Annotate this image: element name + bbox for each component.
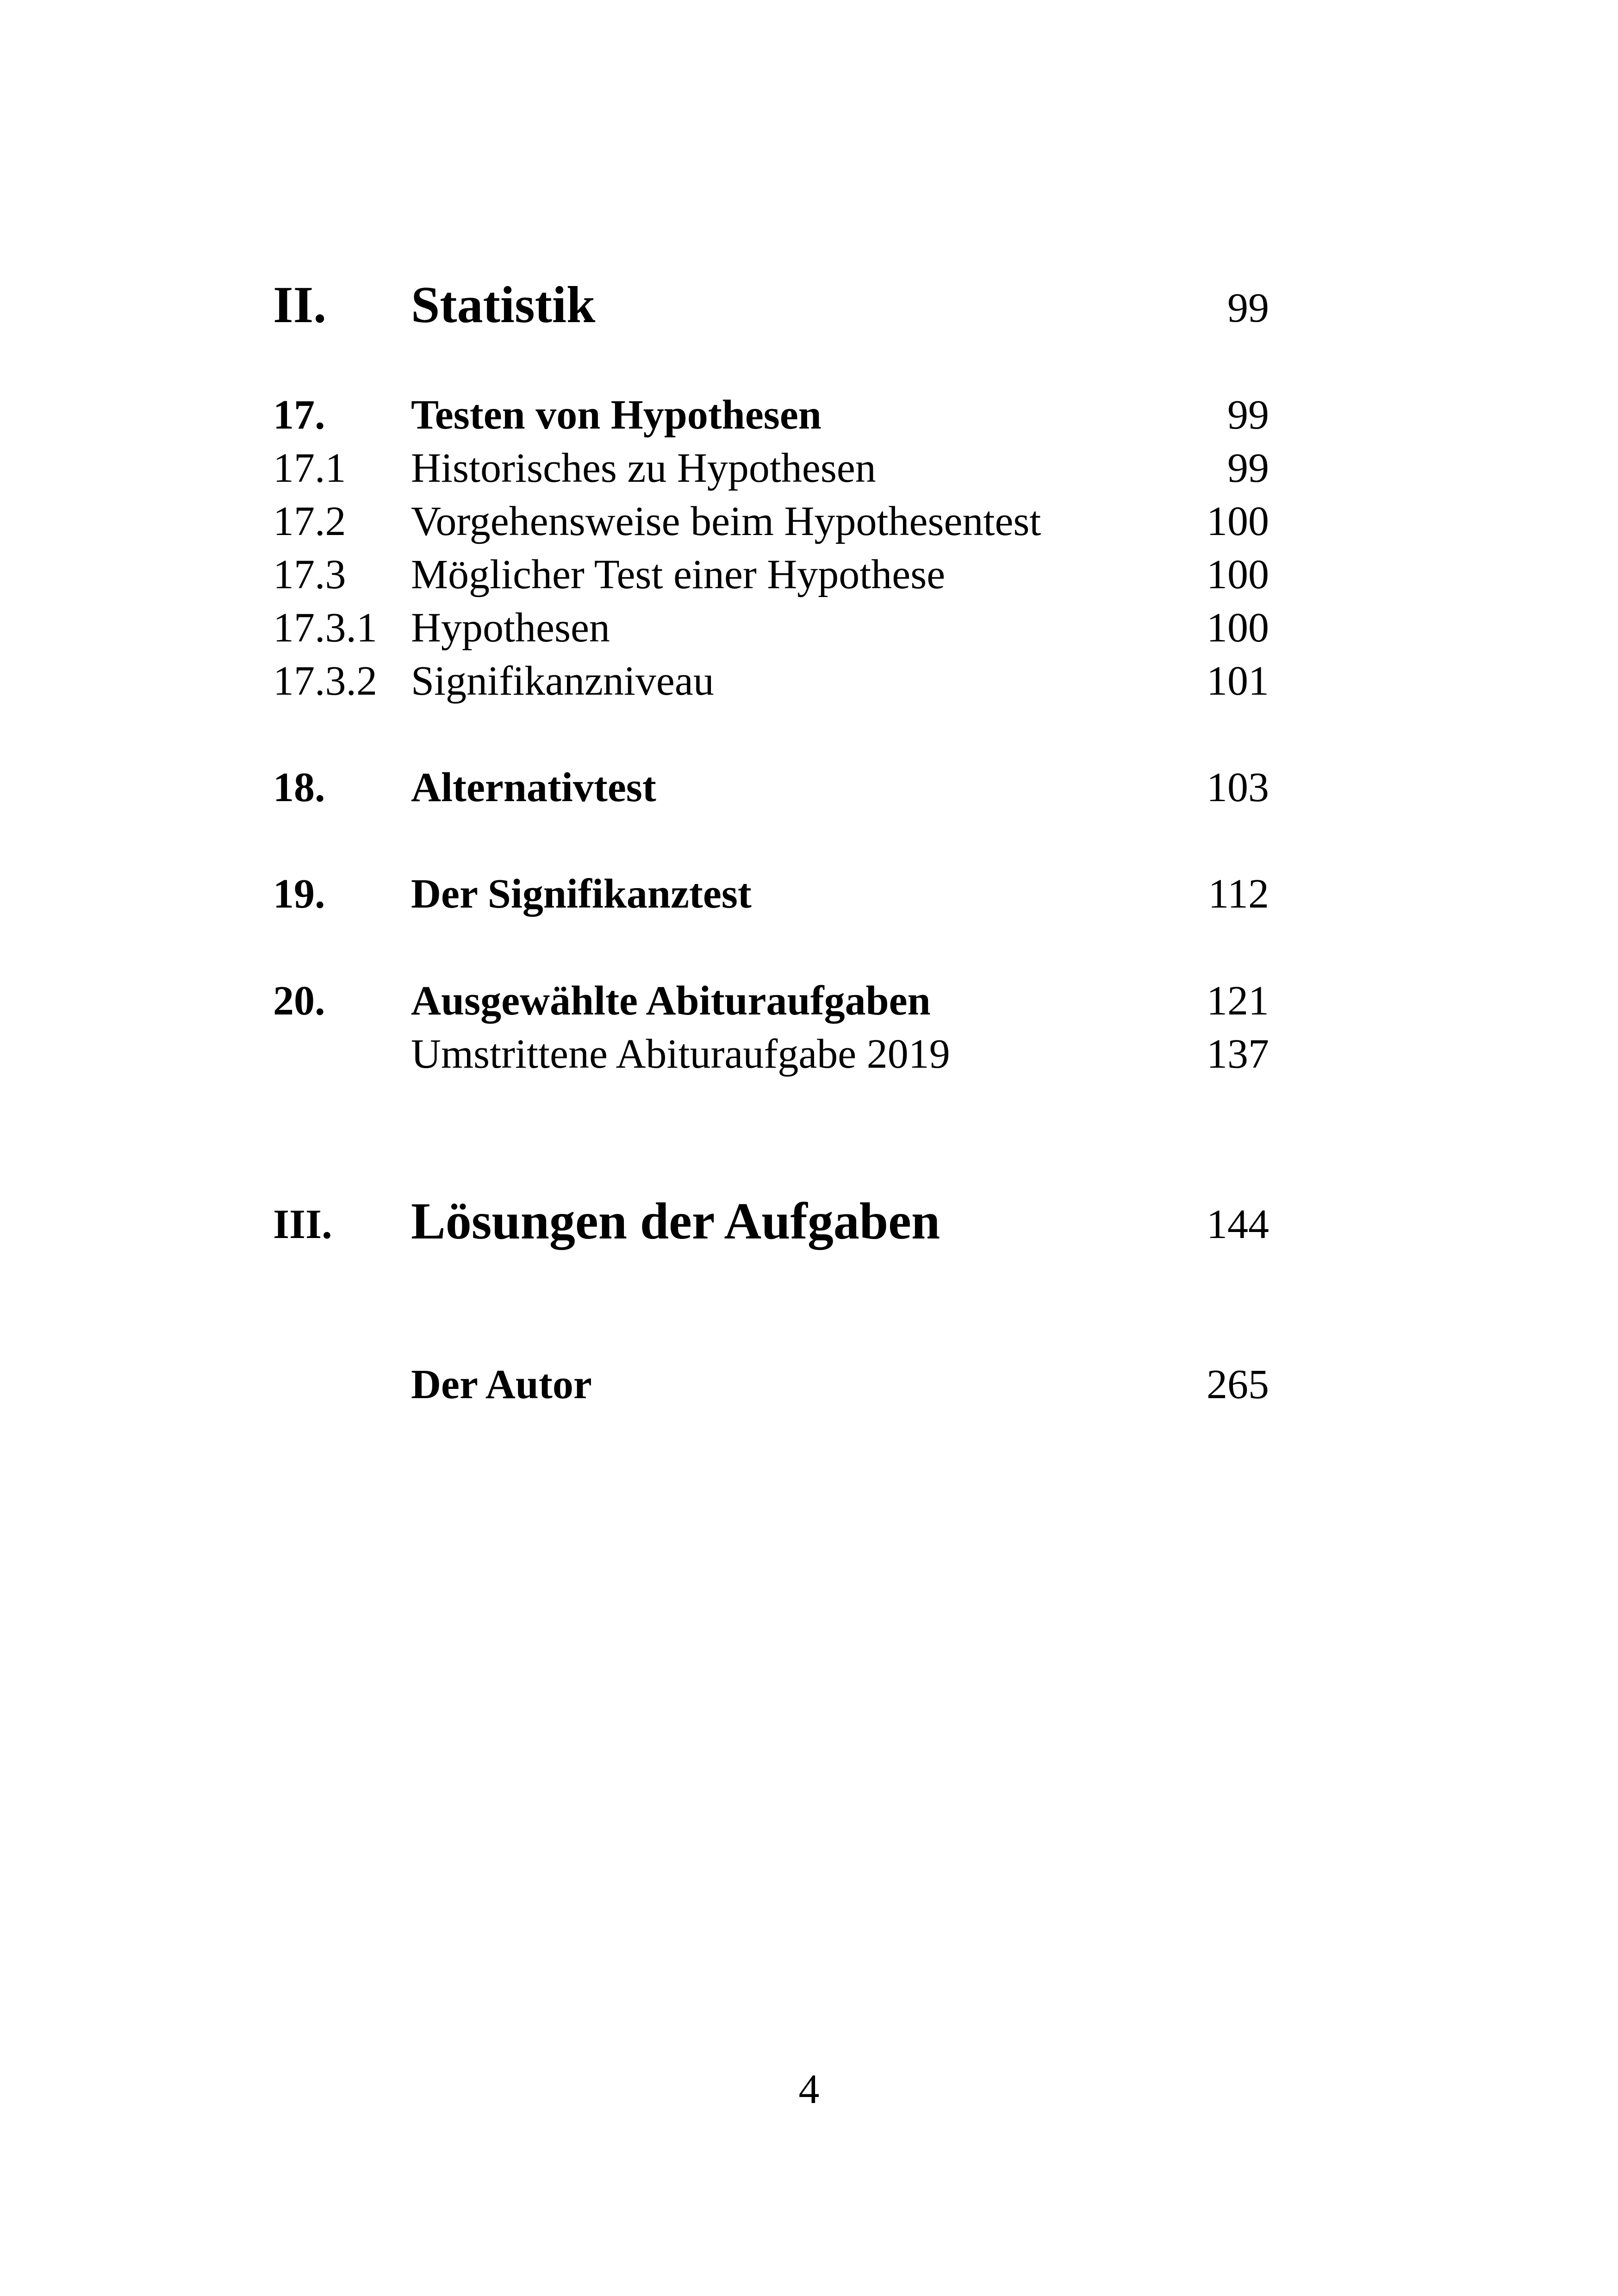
chapter-number: 18. xyxy=(273,765,325,810)
chapter-page: 112 xyxy=(1208,871,1269,917)
toc-section-17-3-2 xyxy=(0,660,1618,716)
part-title: Statistik xyxy=(411,276,596,334)
toc-part-iii xyxy=(0,1195,1618,1251)
toc-section-17-3-1 xyxy=(0,607,1618,663)
toc-section-17-2 xyxy=(0,498,1618,556)
toc-chapter-20 xyxy=(0,980,1618,1036)
chapter-title: Alternativtest xyxy=(411,765,656,810)
section-page: 100 xyxy=(1207,498,1269,544)
toc-chapter-19 xyxy=(0,873,1618,929)
section-title: Vorgehensweise beim Hypothesentest xyxy=(411,498,1041,544)
toc-section-17-1 xyxy=(0,445,1618,503)
toc-chapter-17 xyxy=(0,394,1618,450)
part-number: II. xyxy=(273,276,327,334)
chapter-title: Ausgewählte Abituraufgaben xyxy=(411,978,931,1024)
chapter-title: Der Signifikanztest xyxy=(411,871,752,917)
section-page: 137 xyxy=(1207,1031,1269,1077)
section-page: 99 xyxy=(1227,445,1269,491)
toc-chapter-18 xyxy=(0,767,1618,822)
section-title: Möglicher Test einer Hypothese xyxy=(411,552,946,597)
section-number: 17.2 xyxy=(273,498,346,544)
chapter-page: 99 xyxy=(1227,392,1269,438)
part-page: 99 xyxy=(1227,285,1269,331)
section-page: 100 xyxy=(1207,605,1269,651)
section-title: Signifikanzniveau xyxy=(411,658,714,704)
chapter-number: 17. xyxy=(273,392,325,438)
toc-section-17-3 xyxy=(0,554,1618,610)
chapter-page: 121 xyxy=(1207,978,1269,1024)
toc-part-ii xyxy=(0,276,1618,335)
author-title: Der Autor xyxy=(411,1362,592,1407)
part-page: 144 xyxy=(1207,1201,1269,1247)
toc-author xyxy=(0,1364,1618,1419)
section-title: Historisches zu Hypothesen xyxy=(411,445,876,491)
section-title: Hypothesen xyxy=(411,605,610,651)
section-number: 17.1 xyxy=(273,445,346,491)
page-number: 4 xyxy=(798,2066,820,2112)
chapter-page: 103 xyxy=(1207,765,1269,810)
section-title: Umstrittene Abituraufgabe 2019 xyxy=(411,1031,950,1077)
part-number: III. xyxy=(273,1201,332,1247)
section-page: 100 xyxy=(1207,552,1269,597)
author-page: 265 xyxy=(1207,1362,1269,1407)
section-number: 17.3 xyxy=(273,552,346,597)
chapter-number: 19. xyxy=(273,871,325,917)
section-number: 17.3.2 xyxy=(273,658,377,704)
section-page: 101 xyxy=(1207,658,1269,704)
part-title: Lösungen der Aufgaben xyxy=(411,1193,940,1250)
toc-chapter-20-sub xyxy=(0,1033,1618,1089)
section-number: 17.3.1 xyxy=(273,605,377,651)
chapter-title: Testen von Hypothesen xyxy=(411,392,821,438)
chapter-number: 20. xyxy=(273,978,325,1024)
